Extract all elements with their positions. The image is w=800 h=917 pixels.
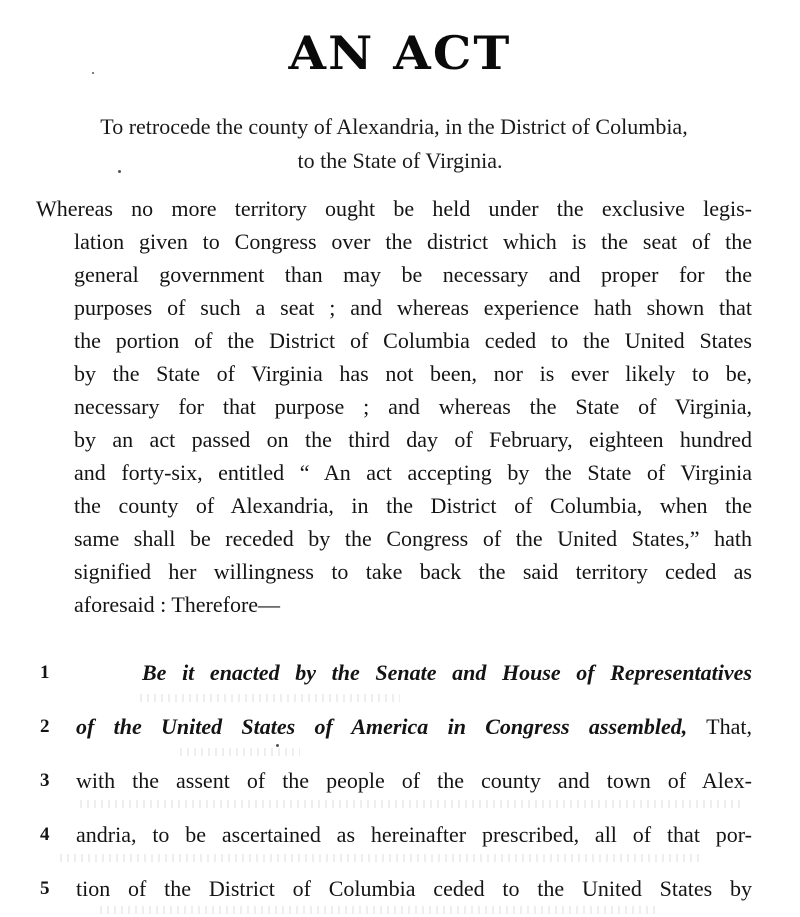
- preamble-line: purposes of such a seat ; and whereas experience hath shown that: [74, 295, 752, 320]
- bleed-through: [80, 800, 740, 808]
- preamble-line: signified her willingness to take back the said territory ceded as: [74, 559, 752, 584]
- scan-speck: [118, 170, 121, 173]
- preamble-line: and forty-six, entitled “ An act accepting by the State of Virginia: [74, 460, 752, 485]
- line-text: andria, to be ascertained as hereinafter prescribed, all of that por-: [76, 822, 752, 847]
- act-subtitle-line-1: To retrocede the county of Alexandria, in the District of Columbia,: [100, 114, 688, 139]
- preamble-line: necessary for that purpose ; and whereas the State of Virginia,: [74, 394, 752, 419]
- preamble-line: general government than may be necessary and proper for the: [74, 262, 752, 287]
- act-subtitle-line-2: to the State of Virginia.: [297, 148, 503, 173]
- preamble-line: same shall be receded by the Congress of the United States,” hath: [74, 526, 752, 551]
- line-number: 1: [40, 662, 50, 683]
- numbered-line: [40, 714, 752, 744]
- preamble-line: lation given to Congress over the district which is the seat of the: [74, 229, 752, 254]
- line-number: 2: [40, 716, 50, 737]
- preamble-line: by the State of Virginia has not been, nor is ever likely to be,: [74, 361, 752, 386]
- numbered-line: [40, 876, 752, 906]
- line-number: 3: [40, 770, 50, 791]
- bleed-through: [100, 906, 660, 914]
- preamble-line: the county of Alexandria, in the District of Columbia, when the: [74, 493, 752, 518]
- line-number: 5: [40, 878, 50, 899]
- preamble-line: by an act passed on the third day of February, eighteen hundred: [74, 427, 752, 452]
- line-text: Be it enacted by the Senate and House of Representatives: [142, 660, 752, 685]
- bleed-through: [180, 748, 300, 756]
- preamble-line: Whereas no more territory ought be held under the exclusive legis-: [36, 196, 752, 221]
- preamble-line: aforesaid : Therefore—: [74, 592, 281, 617]
- numbered-line: [40, 660, 752, 690]
- preamble-line: the portion of the District of Columbia ceded to the United States: [74, 328, 752, 353]
- line-number: 4: [40, 824, 50, 845]
- numbered-line: [40, 768, 752, 798]
- numbered-line: [40, 822, 752, 852]
- scan-speck: [276, 744, 279, 747]
- line-text: with the assent of the people of the county and town of Alex-: [76, 768, 752, 793]
- bleed-through: [60, 854, 700, 862]
- scan-speck: [92, 72, 94, 74]
- bleed-through: [140, 694, 400, 702]
- preamble: [36, 192, 752, 621]
- line-text: tion of the District of Columbia ceded to the United States by: [76, 876, 752, 901]
- act-title: AN ACT: [288, 26, 512, 80]
- line-text: of the United States of America in Congress assembled, That,: [76, 714, 752, 739]
